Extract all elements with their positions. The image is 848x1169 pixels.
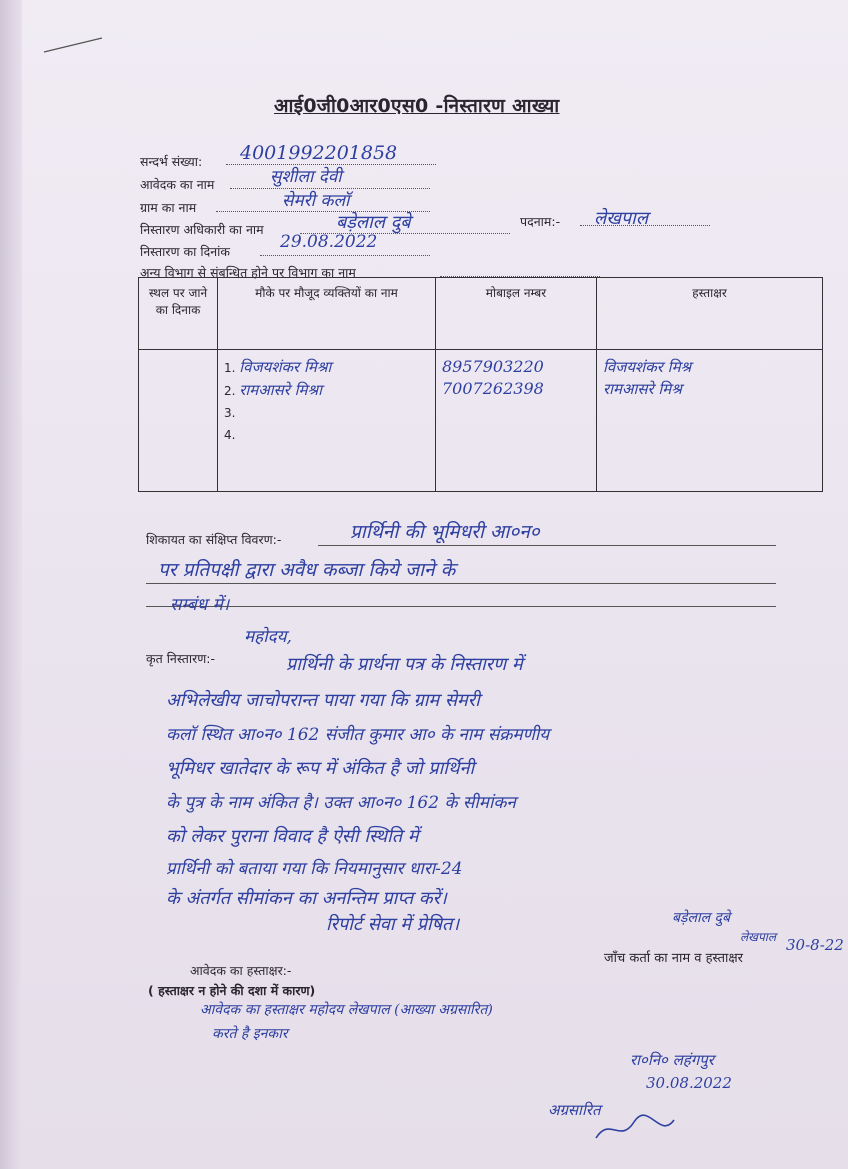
applicant-sign-line-2: करते है इनकार	[212, 1026, 288, 1042]
date-label: निस्तारण का दिनांक	[140, 244, 230, 259]
village-label: ग्राम का नाम	[140, 200, 197, 215]
disposal-line: कलॉ स्थित आ०न० 162 संजीत कुमार आ० के नाम संक्रमणीय	[166, 725, 550, 745]
applicant-sign-label: आवेदक का हस्ताक्षर:-	[190, 963, 292, 978]
mobile-number: 8957903220	[442, 357, 544, 376]
disposal-line: प्रार्थिनी के प्रार्थना पत्र के निस्तारण में	[286, 654, 523, 675]
designation-label: पदनाम:-	[520, 214, 561, 229]
complaint-line-2: पर प्रतिपक्षी द्वारा अवैध कब्जा किये जाने के	[158, 559, 456, 581]
persons-cell	[218, 350, 436, 492]
header-signature: हस्ताक्षर	[597, 278, 823, 350]
stamp-office: रा०नि० लहंगपुर	[630, 1051, 714, 1069]
person-signature: रामआसरे मिश्र	[603, 380, 682, 398]
table-row: 1. विजयशंकर मिश्रा	[224, 358, 332, 376]
date-line	[260, 255, 430, 256]
officer-label: निस्तारण अधिकारी का नाम	[140, 222, 264, 237]
date-value: 29.08.2022	[280, 232, 378, 252]
header-mobile: मोबाइल नम्बर	[436, 278, 597, 350]
complaint-line-1: प्रार्थिनी की भूमिधरी आ०न०	[350, 521, 540, 543]
applicant-label: आवेदक का नाम	[140, 177, 215, 192]
visit-date-cell	[139, 350, 218, 492]
complaint-rule	[146, 583, 776, 584]
reference-label: सन्दर्भ संख्या:	[140, 154, 203, 169]
initials-scribble-icon	[590, 1108, 680, 1148]
disposal-label: कृत निस्तारण:-	[146, 651, 215, 666]
signature-cell	[597, 350, 823, 492]
investigator-date: 30-8-22	[786, 936, 844, 954]
disposal-line: भूमिधर खातेदार के रूप में अंकित है जो प्रार्थिनी	[166, 758, 475, 779]
disposal-greeting: महोदय,	[244, 627, 292, 647]
header-persons: मौके पर मौजूद व्यक्तियों का नाम	[218, 278, 436, 350]
table-row: 2. रामआसरे मिश्रा	[224, 381, 323, 399]
mobile-cell	[436, 350, 597, 492]
reference-value: 4001992201858	[240, 142, 398, 164]
mobile-number: 7007262398	[442, 379, 544, 398]
table-row: 3.	[224, 406, 236, 420]
person-signature: विजयशंकर मिश्र	[603, 358, 692, 376]
village-value: सेमरी कलॉ	[282, 191, 350, 211]
investigator-designation: लेखपाल	[740, 930, 777, 944]
document-title: आई0जी0आर0एस0 -निस्तारण आख्या	[274, 95, 560, 117]
header-visit-date: स्थल पर जाने का दिनाक	[139, 278, 218, 350]
disposal-line: प्रार्थिनी को बताया गया कि नियमानुसार धारा-24	[166, 859, 463, 879]
disposal-line: के पुत्र के नाम अंकित है। उक्त आ०न० 162 के सीमांकन	[166, 793, 516, 813]
person-name: विजयशंकर मिश्रा	[239, 358, 332, 376]
complaint-rule	[146, 606, 776, 607]
investigator-signature: बड़ेलाल दुबे	[672, 910, 730, 926]
complaint-rule	[318, 545, 776, 546]
forwarded-signature: अग्रसारित	[548, 1101, 601, 1119]
complaint-label: शिकायत का संक्षिप्त विवरण:-	[146, 532, 282, 547]
stamp-date: 30.08.2022	[646, 1074, 732, 1092]
disposal-line: को लेकर पुराना विवाद है ऐसी स्थिति में	[166, 826, 419, 847]
investigator-label: जाँच कर्ता का नाम व हस्ताक्षर	[604, 951, 744, 966]
page-edge	[0, 0, 22, 1169]
table-row: 4.	[224, 428, 236, 442]
officer-value: बड़ेलाल दुबे	[336, 212, 411, 233]
applicant-sign-line-1: आवेदक का हस्ताक्षर महोदय लेखपाल (आख्या अग्रसारित)	[200, 1002, 493, 1018]
persons-table	[138, 277, 823, 492]
disposal-line: अभिलेखीय जाचोपरान्त पाया गया कि ग्राम सेमरी	[166, 690, 480, 711]
applicant-value: सुशीला देवी	[270, 167, 342, 187]
disposal-line: के अंतर्गत सीमांकन का अनन्तिम प्राप्त करें।	[166, 888, 447, 909]
complaint-line-3: सम्बंध में।	[170, 595, 230, 615]
applicant-sign-note: ( हस्ताक्षर न होने की दशा में कारण)	[148, 983, 316, 998]
person-name: रामआसरे मिश्रा	[239, 381, 323, 399]
disposal-line: रिपोर्ट सेवा में प्रेषित।	[326, 914, 460, 935]
dept-label: अन्य विभाग से संबन्धित होने पर विभाग का नाम	[140, 265, 356, 280]
pen-mark-icon	[40, 30, 110, 60]
designation-value: लेखपाल	[594, 208, 649, 229]
